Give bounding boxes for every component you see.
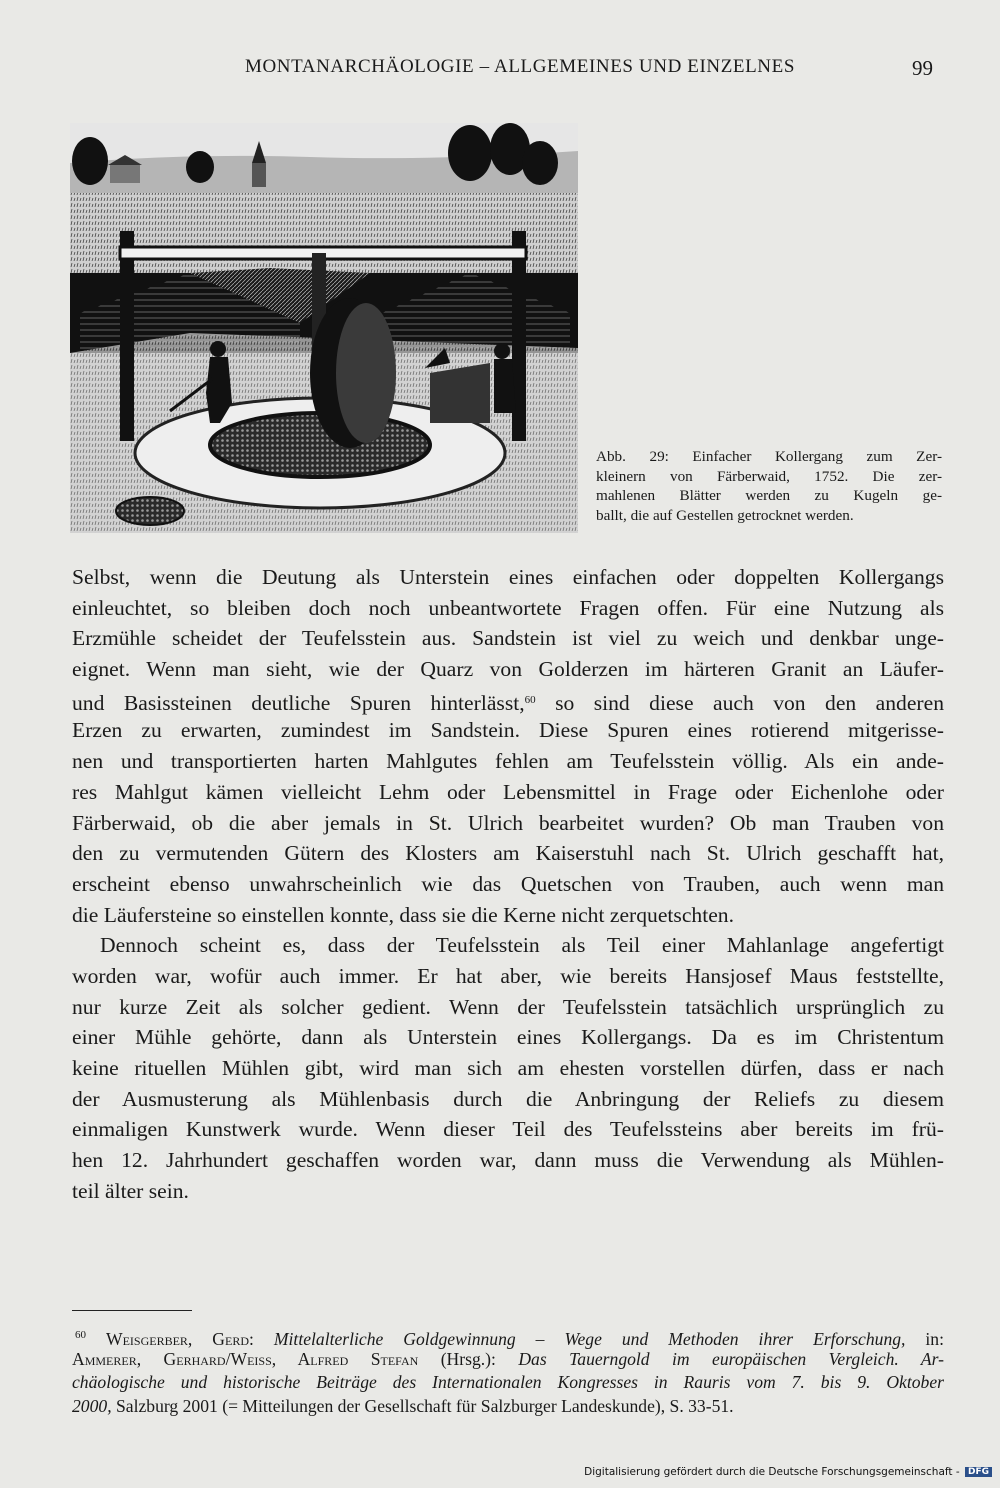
body-text-segment: und Basissteinen deutliche Spuren hinterlässt, bbox=[72, 690, 525, 715]
body-line: hen 12. Jahrhundert geschaffen worden war, dann muss die Verwendung als Mühlen- bbox=[72, 1148, 944, 1173]
footnote-number: 60 bbox=[75, 1329, 86, 1341]
body-text-segment: so sind diese auch von den anderen bbox=[555, 690, 944, 715]
body-line: einleuchtet, so bleiben doch noch unbeantwortete Fragen offen. Für eine Nutzung als bbox=[72, 595, 944, 620]
figure-caption bbox=[596, 447, 942, 525]
body-line: erscheint ebenso unwahrscheinlich wie das Quetschen von Trauben, auch wenn man bbox=[72, 871, 944, 896]
body-line: Erzen zu erwarten, zumindest im Sandstein. Diese Spuren eines rotierend mitgerisse- bbox=[72, 718, 944, 743]
body-line: eignet. Wenn man sieht, wie der Quarz von Golderzen im härteren Granit an Läufer- bbox=[72, 657, 944, 682]
body-line: Dennoch scheint es, dass der Teufelsstein als Teil einer Mahlanlage angefertigt bbox=[100, 933, 944, 958]
footnote-book-title: Das Tauerngold im europäischen Vergleich. Ar- bbox=[518, 1348, 944, 1369]
footnote-title: Mittelalterliche Goldgewinnung – Wege und Methoden ihrer Erforschung, bbox=[273, 1329, 906, 1349]
digitization-notice bbox=[584, 1466, 992, 1478]
dfg-logo: DFG bbox=[965, 1467, 992, 1477]
footnote-book-title: 2000, bbox=[72, 1395, 112, 1416]
footnote-line bbox=[72, 1348, 944, 1372]
caption-line: mahlenen Blätter werden zu Kugeln ge- bbox=[596, 487, 942, 504]
body-line: den zu vermutenden Gütern des Klosters am Kaiserstuhl nach St. Ulrich geschafft hat, bbox=[72, 841, 944, 866]
body-line-with-footnote-ref bbox=[72, 685, 944, 716]
body-line: nen und transportierten harten Mahlgutes fehlen am Teufelsstein völlig. Als ein ande- bbox=[72, 749, 944, 774]
footnote-editors-suffix: (Hrsg.): bbox=[440, 1348, 496, 1369]
footnote-book-title: chäologische und historische Beiträge des Internationalen Kongresses in Rauris vom 7. bis 9. Oktober bbox=[72, 1372, 944, 1393]
page-number: 99 bbox=[912, 56, 933, 80]
footnote-line bbox=[72, 1324, 944, 1348]
footnote-author: Weisgerber, Gerd: bbox=[105, 1329, 254, 1349]
digitization-text: Digitalisierung gefördert durch die Deutsche Forschungsgemeinschaft - bbox=[584, 1466, 960, 1478]
body-line: die Läufersteine so einstellen konnte, dass sie die Kerne nicht zerquetschten. bbox=[72, 902, 734, 927]
body-line: Färberwaid, ob die aber jemals in St. Ulrich bearbeitet wurden? Ob man Trauben von bbox=[72, 810, 944, 835]
body-line: res Mahlgut kämen vielleicht Lehm oder Lebensmittel in Frage oder Eichenlohe oder bbox=[72, 779, 944, 804]
footnote-in: in: bbox=[925, 1329, 944, 1349]
body-line: der Ausmusterung als Mühlenbasis durch die Anbringung der Reliefs zu diesem bbox=[72, 1086, 944, 1111]
footnote-line bbox=[72, 1371, 944, 1395]
body-line: Selbst, wenn die Deutung als Unterstein eines einfachen oder doppelten Kollergangs bbox=[72, 565, 944, 589]
running-header: MONTANARCHÄOLOGIE – ALLGEMEINES UND EINZELNES bbox=[244, 56, 796, 77]
body-line: worden war, wofür auch immer. Er hat aber, wie bereits Hansjosef Maus feststellte, bbox=[72, 963, 944, 988]
caption-line: ballt, die auf Gestellen getrocknet werden. bbox=[596, 506, 854, 524]
body-line: einer Mühle gehörte, dann als Unterstein eines Kollergangs. Da es im Christentum bbox=[72, 1025, 944, 1050]
footnote-imprint: Salzburg 2001 (= Mitteilungen der Gesellschaft für Salzburger Landeskunde), S. 33-51. bbox=[116, 1395, 734, 1416]
body-line: einmaligen Kunstwerk wurde. Wenn dieser Teil des Teufelssteins aber bereits im frü- bbox=[72, 1117, 944, 1142]
engraving-kollergang-illustration bbox=[70, 123, 578, 533]
footnote-reference[interactable]: 60 bbox=[524, 693, 536, 706]
caption-line: kleinern von Färberwaid, 1752. Die zer- bbox=[596, 467, 942, 485]
footnote-60 bbox=[72, 1324, 944, 1418]
body-text bbox=[72, 562, 944, 1206]
caption-line: Abb. 29: Einfacher Kollergang zum Zer- bbox=[596, 448, 942, 465]
footnote-editors: Ammerer, Gerhard/Weiss, Alfred Stefan bbox=[72, 1348, 419, 1369]
body-line: Erzmühle scheidet der Teufelsstein aus. Sandstein ist viel zu weich und denkbar unge- bbox=[72, 626, 944, 651]
body-line: nur kurze Zeit als solcher gedient. Wenn der Teufelsstein tatsächlich ursprünglich zu bbox=[72, 994, 944, 1019]
figure-engraving bbox=[70, 123, 578, 533]
footnote-separator bbox=[72, 1310, 192, 1311]
body-line: keine rituellen Mühlen gibt, wird man sich am ehesten vorstellen dürfen, dass er nach bbox=[72, 1056, 944, 1080]
body-line: teil älter sein. bbox=[72, 1178, 189, 1203]
footnote-line bbox=[72, 1395, 944, 1419]
